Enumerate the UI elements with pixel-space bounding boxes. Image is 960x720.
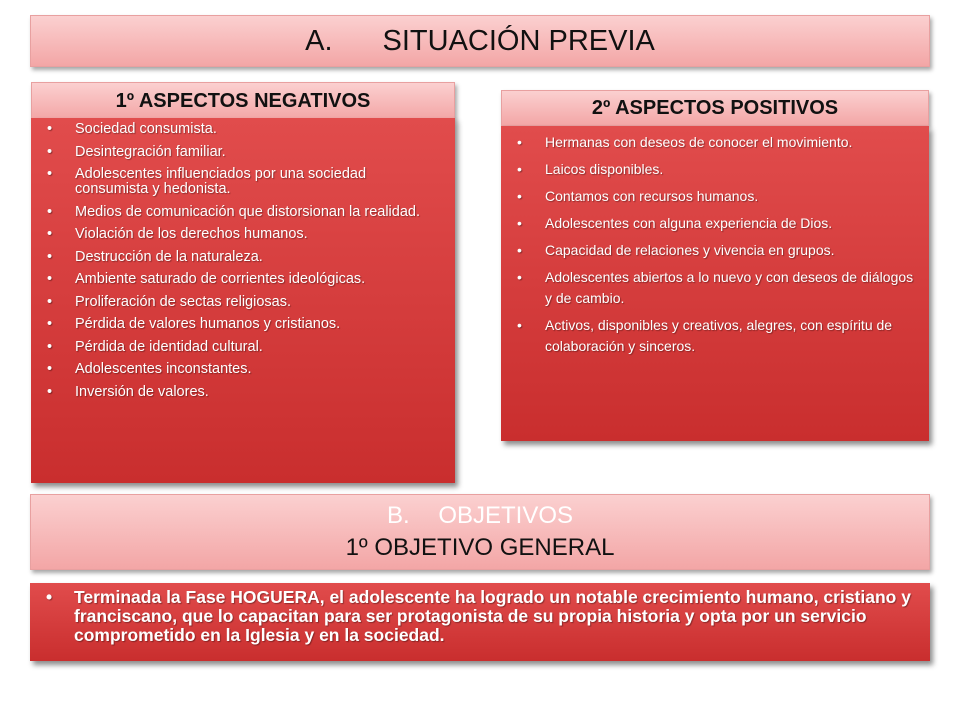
list-item: • Contamos con recursos humanos. <box>545 186 917 207</box>
list-item: • Pérdida de valores humanos y cristianos. <box>75 317 443 332</box>
general-objective-text: • Terminada la Fase HOGUERA, el adolescente ha logrado un notable crecimiento humano, cristiano y franciscano, que lo capacitan para ser protagonista de su propia historia y opta por un servicio comprometido en la Iglesia y en la sociedad. <box>74 588 916 645</box>
list-item: • Destrucción de la naturaleza. <box>75 250 443 265</box>
objectives-title-line <box>387 502 573 530</box>
objectives-heading <box>30 494 930 570</box>
positive-list-box <box>501 126 929 441</box>
section-a-text: SITUACIÓN PREVIA <box>382 24 655 57</box>
negative-heading: 1º ASPECTOS NEGATIVOS <box>31 82 455 120</box>
list-item: • Violación de los derechos humanos. <box>75 227 443 242</box>
list-item: • Activos, disponibles y creativos, alegres, con espíritu de colaboración y sinceros. <box>545 315 917 357</box>
list-item: • Proliferación de sectas religiosas. <box>75 295 443 310</box>
section-b-letter: B. <box>386 502 410 529</box>
section-a-title <box>30 15 930 67</box>
list-item: • Desintegración familiar. <box>75 145 443 160</box>
list-item: • Hermanas con deseos de conocer el movimiento. <box>545 132 917 153</box>
list-item: • Medios de comunicación que distorsionan la realidad. <box>75 205 443 220</box>
general-objective-title: 1º OBJETIVO GENERAL <box>345 534 615 561</box>
section-a-letter: A. <box>305 24 333 57</box>
list-item: • Capacidad de relaciones y vivencia en grupos. <box>545 240 917 261</box>
list-item: • Adolescentes inconstantes. <box>75 362 443 377</box>
list-item: • Inversión de valores. <box>75 385 443 400</box>
section-b-title: OBJETIVOS <box>438 502 574 529</box>
list-item: • Ambiente saturado de corrientes ideológicas. <box>75 272 443 287</box>
list-item: • Laicos disponibles. <box>545 159 917 180</box>
general-objective-box <box>30 583 930 661</box>
list-item: • Pérdida de identidad cultural. <box>75 340 443 355</box>
general-objective-list <box>44 588 916 645</box>
list-item: • Adolescentes abiertos a lo nuevo y con deseos de diálogos y de cambio. <box>545 267 917 309</box>
negative-list <box>45 122 443 400</box>
positive-list <box>515 132 917 357</box>
list-item: • Adolescentes con alguna experiencia de Dios. <box>545 213 917 234</box>
positive-heading: 2º ASPECTOS POSITIVOS <box>501 90 929 126</box>
list-item: • Sociedad consumista. <box>75 122 443 137</box>
negative-list-box <box>31 118 455 483</box>
list-item: • Adolescentes influenciados por una sociedad consumista y hedonista. <box>75 167 443 197</box>
